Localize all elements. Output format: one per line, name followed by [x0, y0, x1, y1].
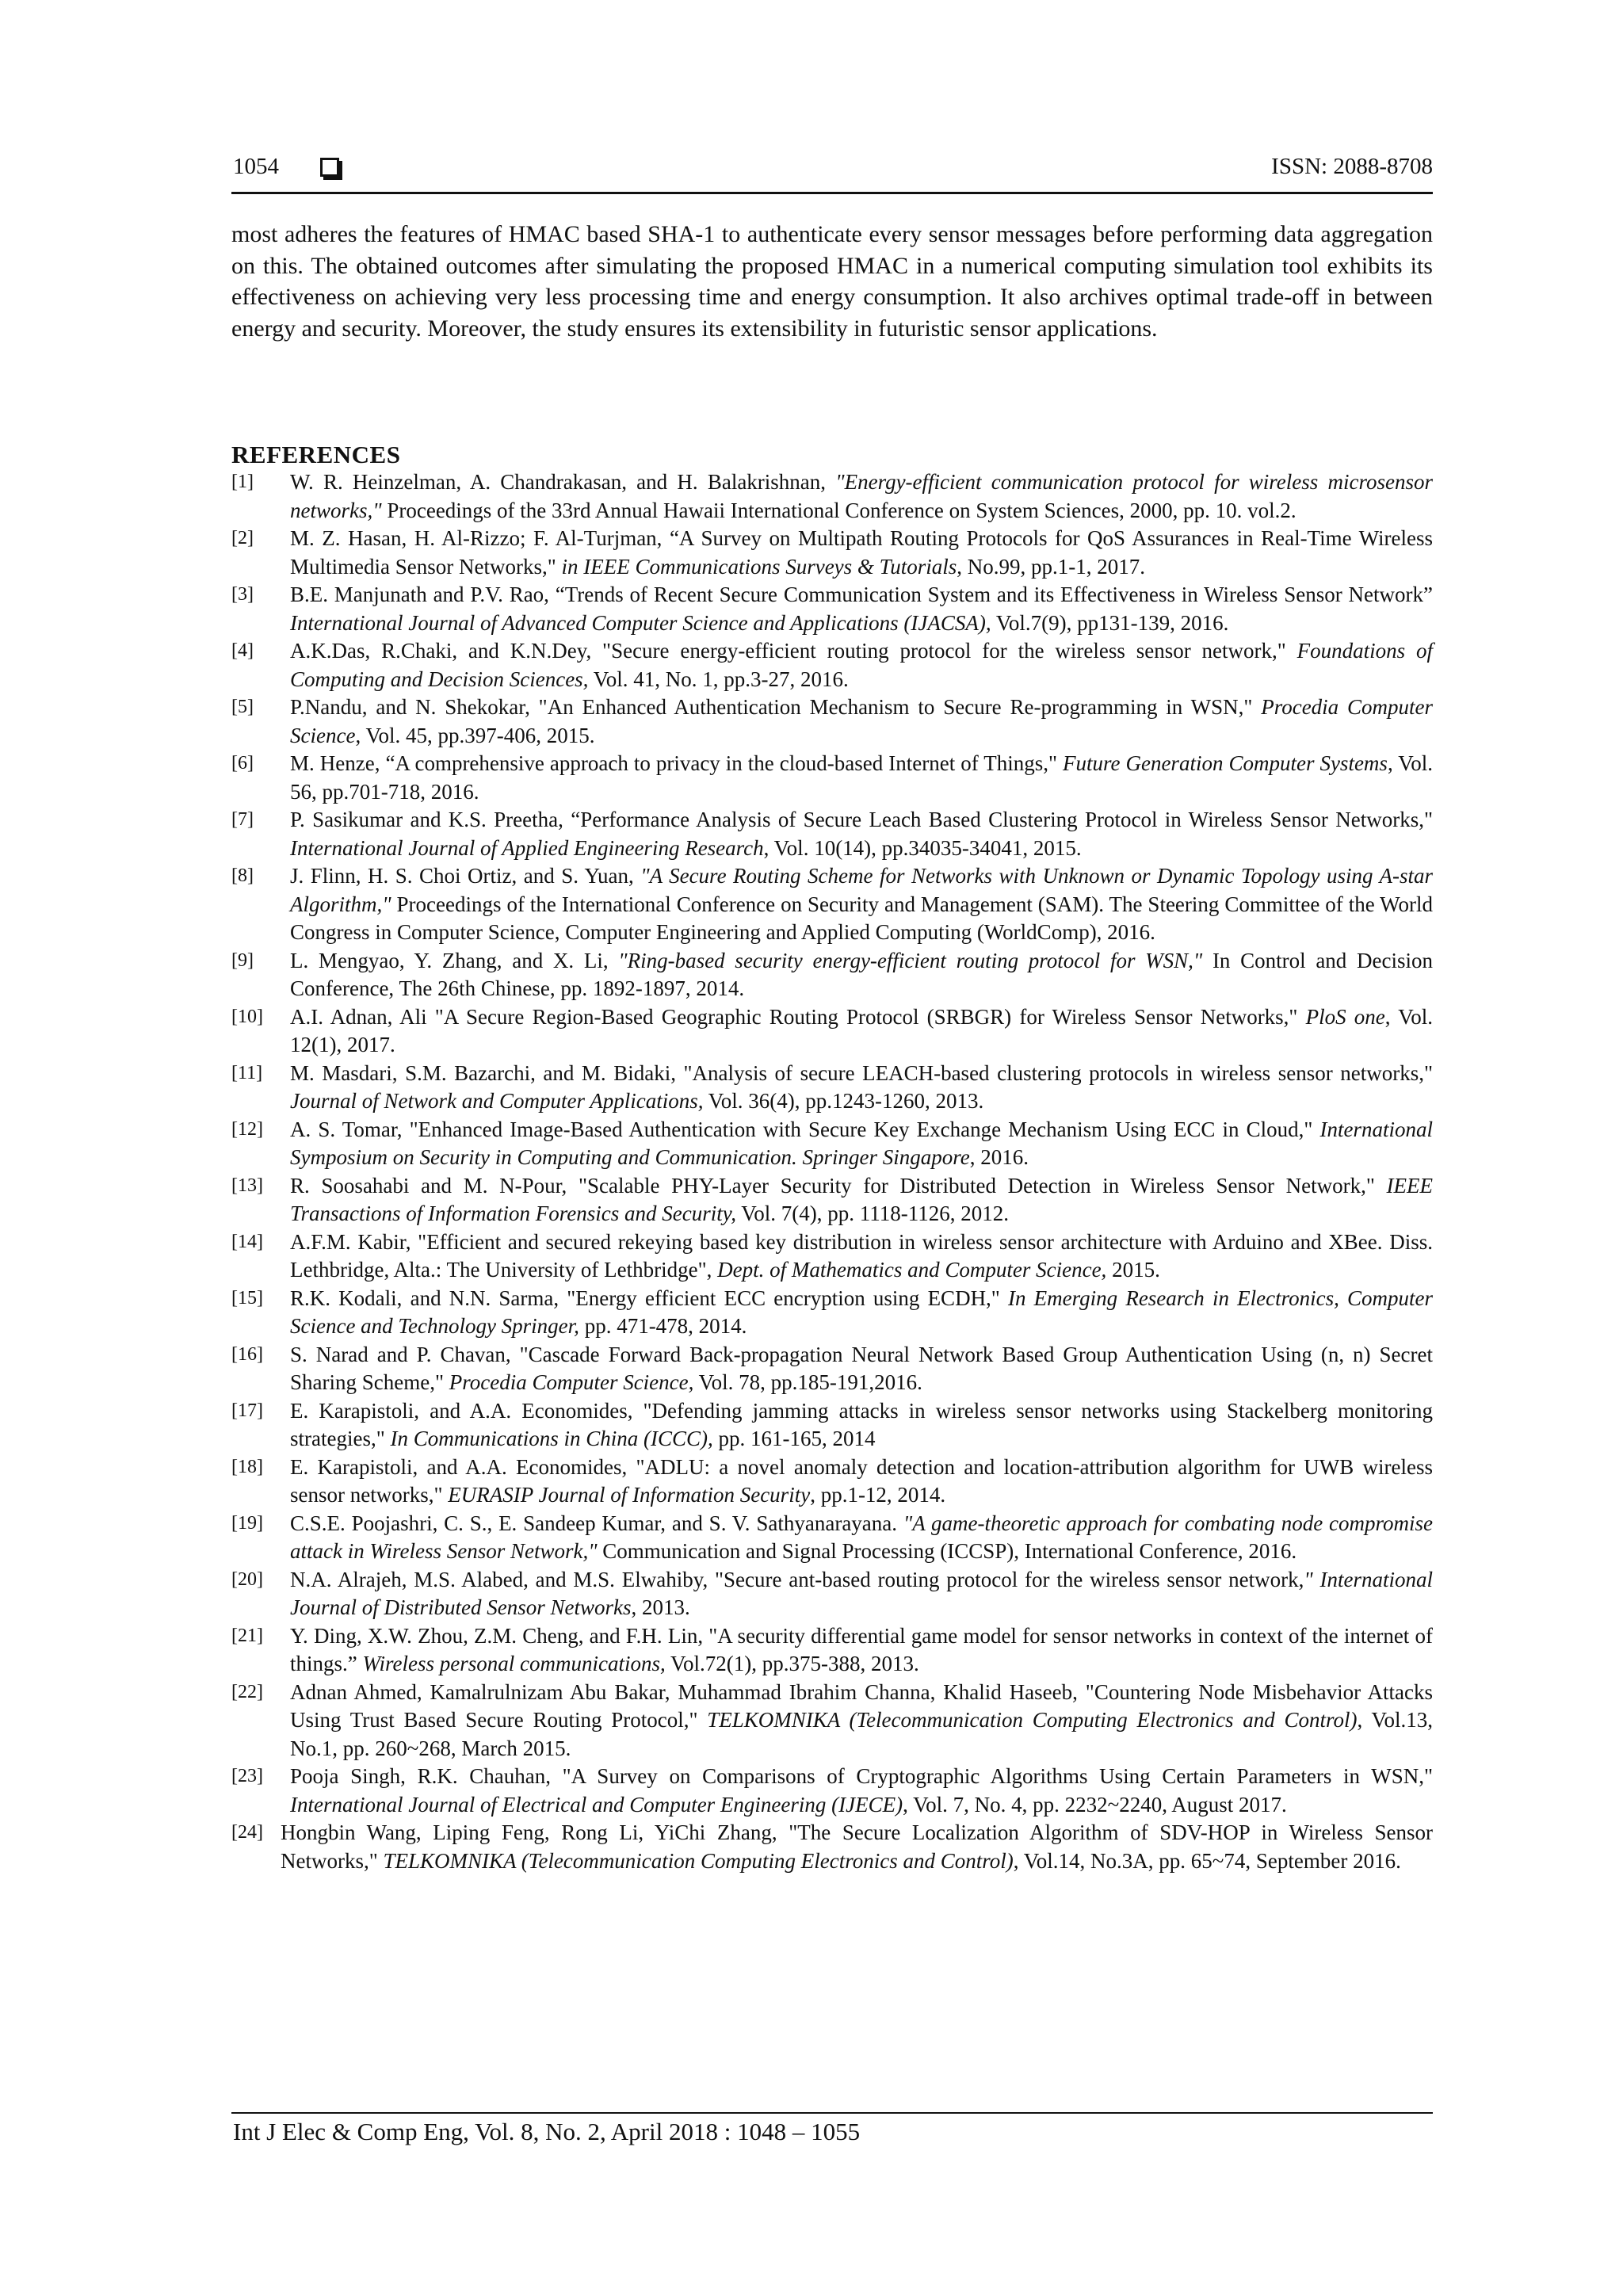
- reference-item: [13] R. Soosahabi and M. N-Pour, "Scalable PHY-Layer Security for Distributed Detection in Wireless Sensor Network," IEEE Transactions of Information Forensics and Security, Vol. 7(4), pp. 1118-1126, 2012.: [231, 1173, 1433, 1225]
- reference-item: [20] N.A. Alrajeh, M.S. Alabed, and M.S. Elwahiby, "Secure ant-based routing protocol for the wireless sensor network," International Journal of Distributed Sensor Networks, 2013.: [231, 1567, 1434, 1619]
- reference-item: [24] Hongbin Wang, Liping Feng, Rong Li, YiChi Zhang, "The Secure Localization Algorithm of SDV-HOP in Wireless Sensor Networks," TELKOMNIKA (Telecommunication Computing Electronics and Control), Vol.14, No.3A, pp. 65~74, September 2016.: [231, 1820, 1433, 1873]
- abstract-paragraph: most adheres the features of HMAC based SHA-1 to authenticate every sensor messages before performing data aggregation on this. The obtained outcomes after simulating the proposed HMAC in a numerical computing simulation tool exhibits its effectiveness on achieving very less processing time and energy consumption. It also archives optimal trade-off in between energy and security. Moreover, the study ensures its extensibility in futuristic sensor applications.: [231, 221, 1433, 342]
- reference-item: [17] E. Karapistoli, and A.A. Economides, "Defending jamming attacks in wireless sensor networks using Stackelberg monitoring strategies," In Communications in China (ICCC), pp. 161-165, 2014: [231, 1398, 1433, 1450]
- reference-item: [18] E. Karapistoli, and A.A. Economides, "ADLU: a novel anomaly detection and location-attribution algorithm for UWB wireless sensor networks," EURASIP Journal of Information Security, pp.1-12, 2014.: [231, 1454, 1433, 1507]
- reference-item: [23] Pooja Singh, R.K. Chauhan, "A Survey on Comparisons of Cryptographic Algorithms Using Certain Parameters in WSN," International Journal of Electrical and Computer Engineering (IJECE), Vol. 7, No. 4, pp. 2232~2240, August 2017.: [231, 1764, 1433, 1817]
- reference-item: [4] A.K.Das, R.Chaki, and K.N.Dey, "Secure energy-efficient routing protocol for the wireless sensor network," Foundations of Computing and Decision Sciences, Vol. 41, No. 1, pp.3-27, 2016.: [231, 639, 1433, 691]
- reference-item: [22] Adnan Ahmed, Kamalrulnizam Abu Bakar, Muhammad Ibrahim Channa, Khalid Haseeb, "Countering Node Misbehavior Attacks Using Trust Based Secure Routing Protocol," TELKOMNIKA (Telecommunication Computing Electronics and Control), Vol.13, No.1, pp. 260~268, March 2015.: [231, 1679, 1433, 1760]
- square-bullet-icon: [320, 158, 339, 177]
- reference-item: [6] M. Henze, “A comprehensive approach to privacy in the cloud-based Internet of Things," Future Generation Computer Systems, Vol. 56, pp.701-718, 2016.: [231, 751, 1433, 804]
- references-heading: REFERENCES: [231, 441, 401, 468]
- reference-item: [7] P. Sasikumar and K.S. Preetha, “Performance Analysis of Secure Leach Based Clustering Protocol in Wireless Sensor Networks," International Journal of Applied Engineering Research, Vol. 10(14), pp.34035-34041, 2015.: [231, 808, 1433, 860]
- reference-item: [15] R.K. Kodali, and N.N. Sarma, "Energy efficient ECC encryption using ECDH," In Emerging Research in Electronics, Computer Science and Technology Springer, pp. 471-478, 2014.: [231, 1286, 1433, 1338]
- page-footer: Int J Elec & Comp Eng, Vol. 8, No. 2, April 2018 : 1048 – 1055: [233, 2118, 861, 2145]
- reference-list: [231, 468, 1433, 1875]
- page-header: [231, 154, 1433, 189]
- reference-item: [19] C.S.E. Poojashri, C. S., E. Sandeep Kumar, and S. V. Sathyanarayana. "A game-theoretic approach for combating node compromise attack in Wireless Sensor Network," Communication and Signal Processing (ICCSP), International Conference, 2016.: [231, 1511, 1433, 1563]
- reference-item: [11] M. Masdari, S.M. Bazarchi, and M. Bidaki, "Analysis of secure LEACH-based clustering protocols in wireless sensor networks," Journal of Network and Computer Applications, Vol. 36(4), pp.1243-1260, 2013.: [231, 1060, 1433, 1113]
- reference-item: [3] B.E. Manjunath and P.V. Rao, “Trends of Recent Secure Communication System and its Effectiveness in Wireless Sensor Network” International Journal of Advanced Computer Science and Applications (IJACSA), Vol.7(9), pp131-139, 2016.: [231, 583, 1433, 635]
- reference-item: [1] W. R. Heinzelman, A. Chandrakasan, and H. Balakrishnan, "Energy-efficient communication protocol for wireless microsensor networks," Proceedings of the 33rd Annual Hawaii International Conference on System Sciences, 2000, pp. 10. vol.2.: [231, 470, 1433, 522]
- reference-item: [8] J. Flinn, H. S. Choi Ortiz, and S. Yuan, "A Secure Routing Scheme for Networks with Unknown or Dynamic Topology using A-star Algorithm," Proceedings of the International Conference on Security and Management (SAM). The Steering Committee of the World Congress in Computer Science, Computer Engineering and Applied Computing (WorldComp), 2016.: [231, 864, 1433, 944]
- reference-item: [14] A.F.M. Kabir, "Efficient and secured rekeying based key distribution in wireless sensor architecture with Arduino and XBee. Diss. Lethbridge, Alta.: The University of Lethbridge", Dept. of Mathematics and Computer Science, 2015.: [231, 1229, 1433, 1282]
- reference-item: [16] S. Narad and P. Chavan, "Cascade Forward Back-propagation Neural Network Based Group Authentication Using (n, n) Secret Sharing Scheme," Procedia Computer Science, Vol. 78, pp.185-191,2016.: [231, 1342, 1433, 1394]
- reference-item: [12] A. S. Tomar, "Enhanced Image-Based Authentication with Secure Key Exchange Mechanism Using ECC in Cloud," International Symposium on Security in Computing and Communication. Springer Singapore, 2016.: [231, 1117, 1433, 1169]
- reference-item: [9] L. Mengyao, Y. Zhang, and X. Li, "Ring-based security energy-efficient routing protocol for WSN," In Control and Decision Conference, The 26th Chinese, pp. 1892-1897, 2014.: [231, 948, 1433, 1000]
- reference-item: [21] Y. Ding, X.W. Zhou, Z.M. Cheng, and F.H. Lin, "A security differential game model for sensor networks in context of the internet of things.” Wireless personal communications, Vol.72(1), pp.375-388, 2013.: [231, 1623, 1433, 1675]
- page-number: 1054: [233, 154, 279, 179]
- header-rule: [231, 192, 1433, 194]
- issn-label: ISSN: 2088-8708: [1271, 154, 1433, 179]
- page: [231, 0, 1433, 2296]
- reference-item: [10] A.I. Adnan, Ali "A Secure Region-Based Geographic Routing Protocol (SRBGR) for Wireless Sensor Networks," PloS one, Vol. 12(1), 2017.: [231, 1004, 1433, 1056]
- reference-item: [5] P.Nandu, and N. Shekokar, "An Enhanced Authentication Mechanism to Secure Re-programming in WSN," Procedia Computer Science, Vol. 45, pp.397-406, 2015.: [231, 695, 1434, 747]
- reference-item: [2] M. Z. Hasan, H. Al-Rizzo; F. Al-Turjman, “A Survey on Multipath Routing Protocols for QoS Assurances in Real-Time Wireless Multimedia Sensor Networks," in IEEE Communications Surveys & Tutorials, No.99, pp.1-1, 2017.: [231, 526, 1433, 579]
- footer-rule: [231, 2112, 1433, 2114]
